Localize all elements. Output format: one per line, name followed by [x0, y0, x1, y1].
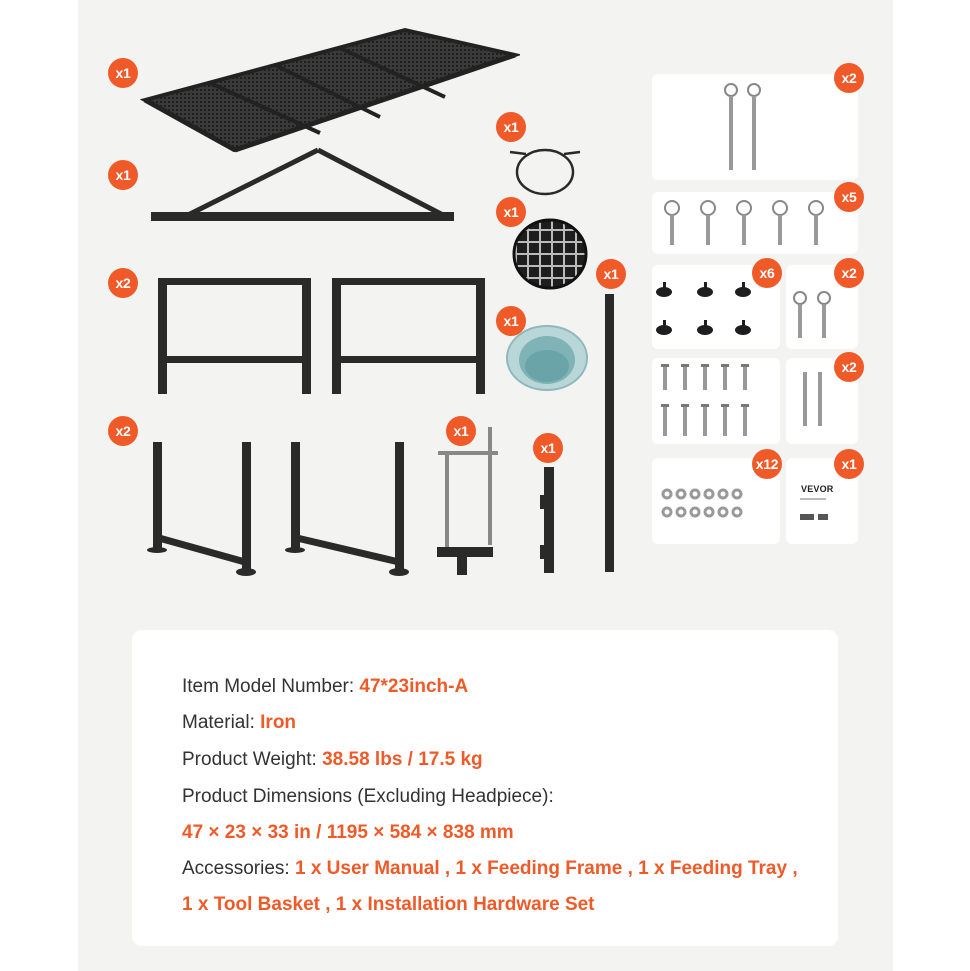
count-badge-feeding-frame: x1	[446, 416, 476, 446]
count-badge-legs: x2	[108, 416, 138, 446]
count-badge-ring: x1	[496, 112, 526, 142]
count-badge-manual: x1	[834, 449, 864, 479]
leg-frame-image-1	[145, 440, 265, 580]
spec-model	[182, 676, 468, 698]
count-badge-long-bar: x1	[596, 259, 626, 289]
spec-model-label: Item Model Number:	[182, 676, 360, 697]
spec-accessories-value-1: 1 x User Manual , 1 x Feeding Frame , 1 x Feeding Tray ,	[294, 858, 798, 879]
spec-material-value: Iron	[260, 712, 297, 733]
spec-accessories	[182, 858, 798, 880]
count-badge-nuts: x12	[752, 449, 782, 479]
long-pins-image	[718, 82, 768, 174]
nuts-image	[660, 484, 746, 524]
tool-basket-image	[510, 212, 590, 292]
count-badge-short-pins: x5	[834, 182, 864, 212]
spec-accessories-label: Accessories:	[182, 858, 295, 879]
ring-holder-image	[508, 140, 583, 196]
small-pins-image	[790, 290, 838, 342]
spec-weight-label: Product Weight:	[182, 749, 323, 770]
count-badge-basket: x1	[496, 197, 526, 227]
count-badge-small-pins: x2	[834, 258, 864, 288]
manual-lines-image	[800, 496, 840, 526]
count-badge-bowl: x1	[496, 306, 526, 336]
spec-weight-value: 38.58 lbs / 17.5 kg	[322, 749, 483, 770]
leg-frame-image-2	[283, 440, 413, 580]
small-bar-image	[538, 465, 560, 577]
spec-weight	[182, 749, 483, 771]
feeding-frame-image	[435, 425, 505, 580]
spec-accessories-value-2: 1 x Tool Basket , 1 x Installation Hardware Set	[182, 894, 595, 915]
knobs-image	[652, 268, 762, 346]
spec-dimensions-value	[182, 822, 514, 844]
count-badge-tabletop: x1	[108, 58, 138, 88]
count-badge-top-frame: x1	[108, 160, 138, 190]
bolts-image	[656, 360, 756, 440]
manual-brand: VEVOR	[801, 484, 834, 494]
long-bar-image	[603, 292, 617, 574]
short-pins-image	[658, 198, 848, 250]
long-bolts-image	[798, 370, 828, 430]
spec-material	[182, 712, 296, 734]
count-badge-long-bolts: x2	[834, 352, 864, 382]
count-badge-small-bar: x1	[533, 433, 563, 463]
spec-dimensions-label: Product Dimensions (Excluding Headpiece):	[182, 786, 554, 807]
top-frame-image	[148, 145, 458, 230]
spec-accessories-cont	[182, 894, 595, 916]
count-badge-knobs: x6	[752, 258, 782, 288]
count-badge-side-frames: x2	[108, 268, 138, 298]
side-frame-image-2	[328, 276, 493, 398]
count-badge-long-pins: x2	[834, 63, 864, 93]
side-frame-image-1	[152, 276, 317, 398]
spec-model-value: 47*23inch-A	[359, 676, 469, 697]
tabletop-image	[140, 25, 520, 160]
spec-material-label: Material:	[182, 712, 261, 733]
spec-dimensions-value-text: 47 × 23 × 33 in / 1195 × 584 × 838 mm	[182, 822, 514, 843]
